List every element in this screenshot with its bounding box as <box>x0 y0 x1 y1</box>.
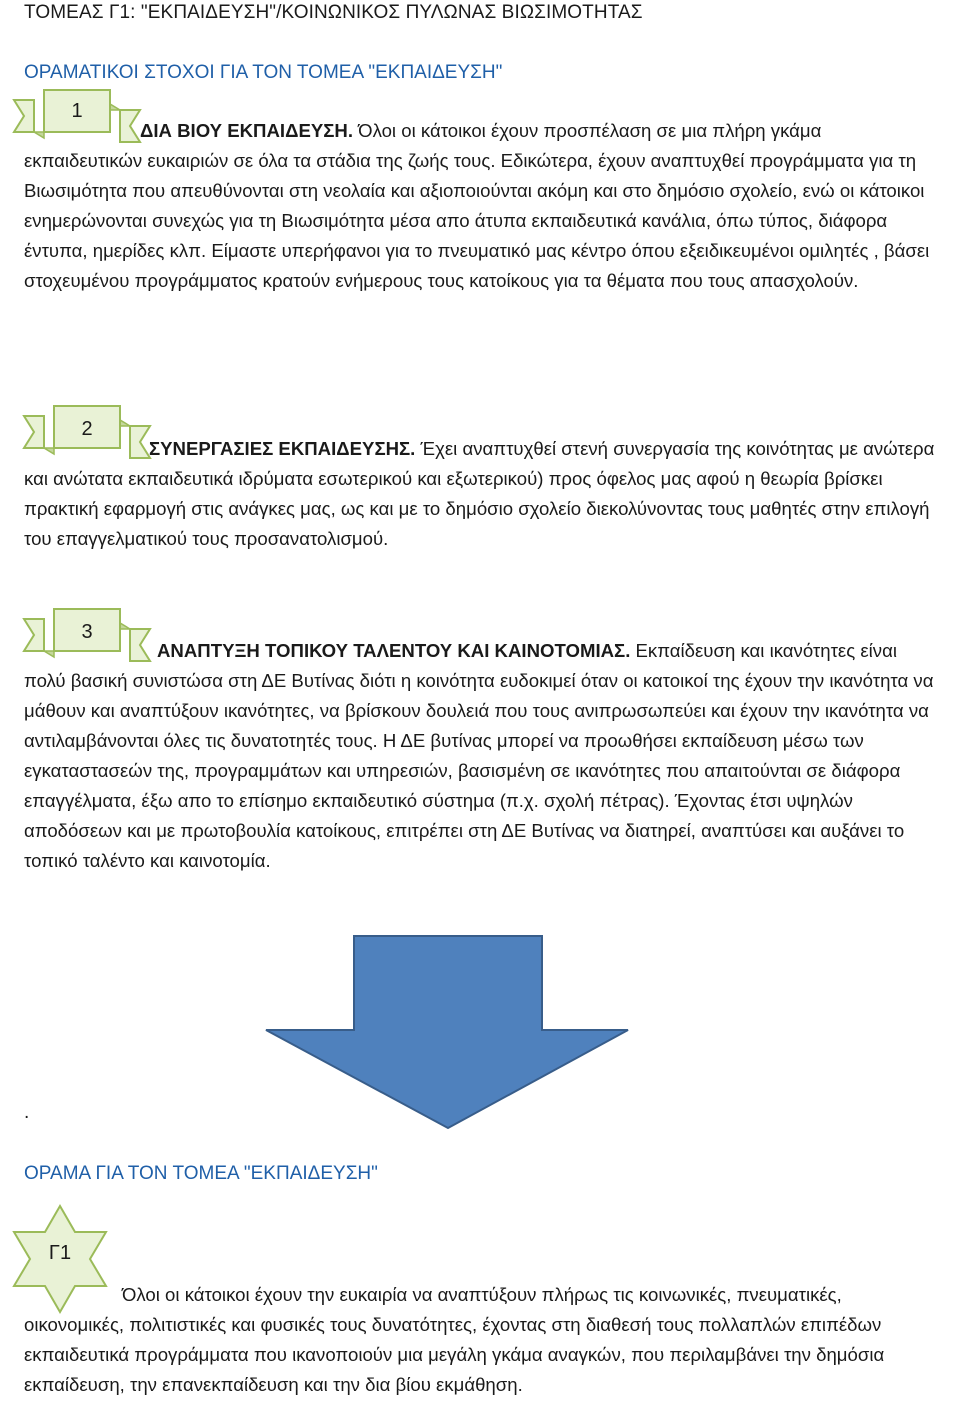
vision-heading: ΟΡΑΜΑ ΓΙΑ ΤΟΝ ΤΟΜΕΑ "ΕΚΠΑΙΔΕΥΣΗ" <box>24 1163 378 1184</box>
goals-heading: ΟΡΑΜΑΤΙΚΟΙ ΣΤΟΧΟΙ ΓΙΑ ΤΟΝ ΤΟΜΕΑ "ΕΚΠΑΙΔΕΥΣΗ" <box>24 62 503 83</box>
goal-3-number: 3 <box>81 621 93 643</box>
down-arrow-icon <box>262 934 632 1130</box>
goal-3-text: Εκπαίδευση και ικανότητες είναι πολύ βασική συνιστώσα στη ΔΕ Βυτίνας διότι η κοινότητα ευδοκιμεί όταν οι κατοικοί της έχουν την ικανότητα να μάθουν και αναπτύξουν ικανότητες, να βρίσκουν δουλειά που τους ανιπρωσωπεύει και έχουν την ικανότητα να αντιλαμβάνονται όλες τις δυνατοτητές τους. Η ΔΕ βυτίνας μπορεί να προωθήσει εκπαίδευση μέσω των εγκαταστασεών της, προγραμμάτων και υπηρεσιών, βασισμένη σε ικανότητες που απαιτούνται σε διάφορα επαγγέλματα, έξω απο το επίσημο εκπαιδευτικό σύστημα (π.χ. σχολή πέτρας). Έχοντας έτσι υψηλών αποδόσεων και με πρωτοβουλία κατοίκους, επιτρέπει στη ΔΕ Βυτίνας να διατηρεί, αναπτύσει και αυξάνει το τοπικό ταλέντο και καινοτομία. <box>24 640 934 871</box>
goal-1-paragraph <box>24 116 939 296</box>
goal-3-paragraph <box>24 636 939 876</box>
separator-dot: . <box>24 1102 30 1123</box>
vision-paragraph <box>24 1280 939 1400</box>
goal-2-text: Έχει αναπτυχθεί στενή συνεργασία της κοινότητας με ανώτερα και ανώτατα εκπαιδευτικά ιδρύματα εσωτερικού και εξωτερικού) προς όφελος μας αφού η θεωρία βρίσκει πρακτική εφαρμογή στις ανάγκες μας, ως και με το δημόσιο σχολείο διεκολύνοντας τους μαθητές στην επιλογή του επαγγελματικού τους προσανατολισμού. <box>24 438 935 549</box>
goal-2-title: ΣΥΝΕΡΓΑΣΙΕΣ ΕΚΠΑΙΔΕΥΣΗΣ. <box>149 438 416 459</box>
down-arrow <box>262 934 632 1130</box>
goal-3-title: ΑΝΑΠΤΥΞΗ ΤΟΠΙΚΟΥ ΤΑΛΕΝΤΟΥ ΚΑΙ ΚΑΙΝΟΤΟΜΙΑΣ. <box>157 640 631 661</box>
vision-text: Όλοι οι κάτοικοι έχουν την ευκαιρία να αναπτύξουν πλήρως τις κοινωνικές, πνευματικές, οικονομικές, πολιτιστικές και φυσικές τους δυνατότητες, έχοντας στη διαθεσή τους πολλαπλών επιπέδων εκπαιδευτικά προγράμματα που ικανοποιούν μια μεγάλη γκάμα αναγκών, που περιλαμβάνει την δημόσια εκπαίδευση, την επανεκπαίδευση και την δια βίου εκμάθηση. <box>24 1284 885 1395</box>
vision-label: Γ1 <box>48 1242 72 1264</box>
goal-1-number: 1 <box>71 100 83 122</box>
goal-2-paragraph <box>24 434 939 554</box>
goal-2-number: 2 <box>81 418 93 440</box>
goal-1-text: Όλοι οι κάτοικοι έχουν προσπέλαση σε μια πλήρη γκάμα εκπαιδευτικών ευκαιριών σε όλα τα στάδια της ζωής τους. Εδικώτερα, έχουν αναπτυχθεί προγράμματα για τη Βιωσιμότητα που απευθύνονται στη νεολαία και αξιοποιούνται ακόμη και στο δημόσιο σχολείο, ενώ οι κάτοικοι ενημερώνονται συνεχώς για τη Βιωσιμότητα μέσα απο άτυπα εκπαιδευτικά κανάλια, όπω τύπος, διάφορα έντυπα, ημερίδες κλπ. Είμαστε υπερήφανοι για το πνευματικό μας κέντρο όπου εξειδικευμένοι ομιλητές , βάσει στοχευμένου προγράμματος κρατούν ενήμερους τους κατοίκους για τα θέματα που τους απασχολούν. <box>24 120 930 291</box>
page-title: ΤΟΜΕΑΣ Γ1: "ΕΚΠΑΙΔΕΥΣΗ"/ΚΟΙΝΩΝΙΚΟΣ ΠΥΛΩΝΑΣ ΒΙΩΣΙΜΟΤΗΤΑΣ <box>24 2 643 23</box>
goal-1-title: ΔΙΑ ΒΙΟΥ ΕΚΠΑΙΔΕΥΣΗ. <box>140 120 354 141</box>
